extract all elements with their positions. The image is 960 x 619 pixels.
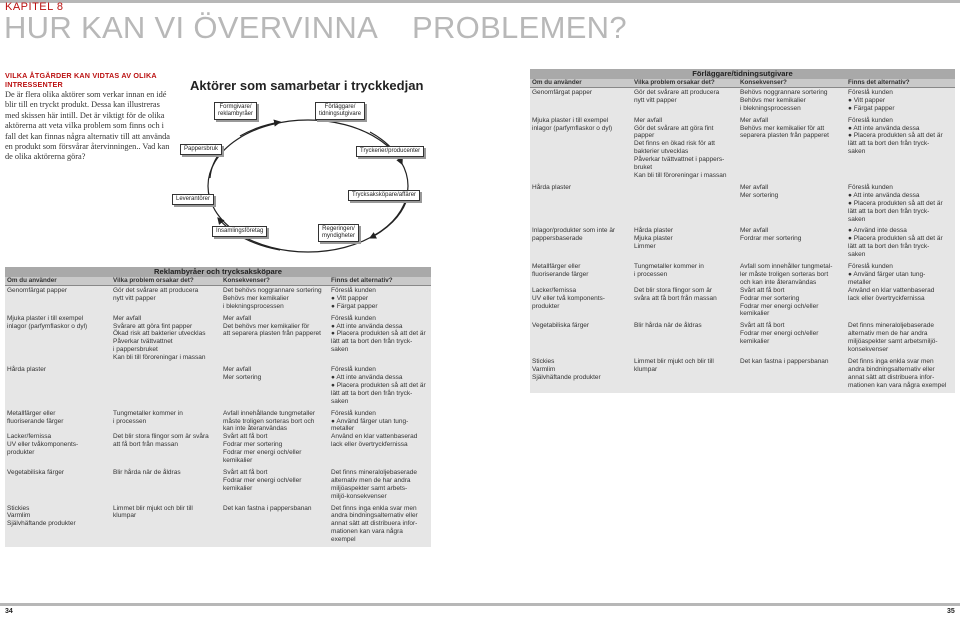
chapter-label: KAPITEL 8 (5, 1, 64, 13)
table-cell: Mjuka plaster i till exempel inlagor (parfymflaskor o dyl) (7, 314, 88, 330)
table-body (530, 87, 955, 392)
column-header: Konsekvenser? (221, 277, 329, 285)
node-trycksakskopare: Trycksaksköpare/affärer (348, 190, 420, 201)
table-cell: Mer avfall Mer sortering (223, 366, 262, 381)
table-cell: Blir hårda när de åldras (634, 322, 702, 330)
table-row (530, 226, 955, 262)
table-cell: Svårt att få bort Fodrar mer energi och/eller kemikalier (223, 468, 302, 492)
table-cell: Genomfärgat papper (7, 286, 67, 294)
table-cell: Stickies Varmlim Självhäftande produkter (7, 504, 76, 528)
page-number-right: 35 (947, 608, 955, 615)
table-cell: Metallfärger eller fluoriserande färger Lacker/fernissa UV eller två komponents- produkter (532, 263, 605, 310)
table-row (530, 357, 955, 393)
table-cell: Mer avfall Gör det svårare att göra fint papper Det finns en ökad risk för att bakterier utvecklas Påverkar tvättvattnet i pappers- bruket Kan bli till föroreningar i massan (634, 116, 727, 179)
table-caption: Reklambyråer och trycksaksköpare (5, 267, 431, 277)
table-cell: Avfall som innehåller tungmetal- ler måste troligen sorteras bort och kan inte återanvändas Svårt att få bort Fodrar mer sortering Fodrar mer energi och/eller kemikalier (740, 263, 833, 318)
table-row (5, 285, 431, 313)
table-reklambyraer (5, 267, 431, 547)
table-cell: Föreslå kunden ● Använd färger utan tung- metaller Använd en klar vattenbaserad lack eller övertryckfernissa (331, 409, 418, 449)
table-cell: Det finns inga enkla svar men andra bindningsalternativ eller annat sätt att distribuera infor- mationen kan vara några exempel (848, 358, 947, 389)
table-body (5, 285, 431, 547)
table-cell: Mer avfall Svårare att göra fint papper Ökad risk att bakterier utvecklas Påverkar tvättvattnet i pappersbruket Kan bli till föroreningar i massan (113, 314, 206, 362)
table-row (5, 468, 431, 504)
node-leverantorer: Leverantörer (172, 194, 214, 205)
table-row (5, 409, 431, 468)
node-formgivare: Formgivare/ reklambyråer (214, 102, 257, 120)
table-row (530, 116, 955, 183)
node-tryckerier: Tryckerier/producenter (356, 146, 424, 157)
top-band (0, 0, 960, 3)
table-cell: Det finns mineraloljebaserade alternativ men de har andra miljöaspekter samt arbetsmiljö- konsekvenser (848, 322, 938, 354)
bottom-band (0, 603, 960, 606)
table-cell: Föreslå kunden ● Använd färger utan tung- metaller Använd en klar vattenbaserad lack eller övertryckfernissa (848, 263, 935, 302)
node-regeringen: Regeringen/ myndigheter (318, 224, 359, 242)
table-cell: Blir hårda när de åldras (113, 468, 181, 476)
table-row (530, 321, 955, 357)
table-cell: Föreslå kunden ● Att inte använda dessa ● Placera produkten så att det är lätt att ta bort den från tryck- saken (848, 183, 943, 223)
table-cell: Tungmetaller kommer in i processen Det blir stora flingor som är svåra att få bort från massan (634, 263, 717, 302)
table-cell: Mjuka plaster i till exempel inlagor (parfymflaskor o dyl) (532, 116, 613, 132)
table-cell (632, 183, 738, 227)
table-cell: Det kan fastna i pappersbanan (740, 358, 829, 365)
actor-diagram (170, 78, 440, 268)
node-insamlingsforetag: Insamlingsföretag (212, 226, 267, 237)
cycle-arrow (370, 202, 406, 238)
table-cell: Inlagor/produkter som inte är pappersbaserade (532, 227, 616, 243)
column-header: Vilka problem orsakar det? (111, 277, 221, 285)
table-row (5, 314, 431, 365)
table-cell: Tungmetaller kommer in i processen Det blir stora flingor som är svåra att få bort från massan (113, 409, 209, 449)
column-header: Konsekvenser? (738, 79, 846, 87)
column-header: Finns det alternativ? (329, 277, 431, 285)
table-cell: Föreslå kunden ● Att inte använda dessa ● Placera produkten så att det är lätt att ta bort den från tryck- saken (331, 366, 426, 405)
table-cell: Hårda plaster Mjuka plaster Limmer (634, 227, 674, 251)
table-row (530, 262, 955, 321)
table-row (530, 87, 955, 115)
table-row (530, 183, 955, 227)
table-row (5, 504, 431, 548)
node-forlaggare: Förläggare/ tidningsutgivare (315, 102, 365, 120)
table-cell: Vegetabiliska färger (7, 468, 65, 476)
table-cell: Mer avfall Mer sortering (740, 183, 779, 199)
table-cell: Hårda plaster (532, 183, 572, 191)
table-cell: Föreslå kunden ● Vitt papper ● Färgat papper (848, 88, 895, 112)
table-cell: ● Använd inte dessa ● Placera produkten så att det är lätt att ta bort den från tryck- saken (848, 227, 943, 259)
table-cell: Avfall innehållande tungmetaller måste troligen sorteras bort och kan inte återanvändas Svårt att få bort Fodrar mer sortering Fodrar mer energi och/eller kemikalier (223, 409, 316, 465)
table-cell: Föreslå kunden ● Vitt papper ● Färgat papper (331, 286, 378, 310)
table-cell: Föreslå kunden ● Att inte använda dessa ● Placera produkten så att det är lätt att ta bort den från tryck- saken (331, 314, 426, 354)
diagram-cycle-arrows (170, 78, 440, 268)
table-cell: Det finns inga enkla svar men andra bindningsalternativ eller annat sätt att distribuera infor- mationen kan vara några exempel (331, 504, 418, 544)
page-title: HUR KAN VI ÖVERVINNA PROBLEMEN? (4, 10, 627, 45)
table-cell: Metallfärger eller fluoriserande färger Lacker/fernissa UV eller tvåkomponents- produkter (7, 409, 79, 457)
table-caption: Förläggare/tidningsutgivare (530, 69, 955, 79)
table-forlaggare (530, 69, 955, 393)
table-row (5, 365, 431, 409)
table-cell (111, 365, 221, 409)
intro-body: De är flera olika aktörer som verkar innan en idé blir till en tryckt produkt. Dessa kan illustreras med skissen här intill. Det är viktigt för de olika aktörerna att veta vilka problem som finns och i fall det kan finnas några alternativ till att använda en produkt som försvårar återvinningen.. Vad kan de olika aktörerna göra? (5, 90, 170, 162)
column-header: Om du använder (530, 79, 632, 87)
table-cell: Behövs noggrannare sortering Behövs mer kemikalier i blekningsprocessen (740, 88, 828, 112)
node-pappersbruk: Pappersbruk (180, 144, 222, 155)
table-cell: Föreslå kunden ● Att inte använda dessa ● Placera produkten så att det är lätt att ta bort den från tryck- saken (848, 116, 943, 156)
table-cell: Vegetabiliska färger (532, 322, 590, 330)
table-cell: Det behövs noggrannare sortering Behövs mer kemikalier i blekningsprocessen (223, 286, 322, 310)
column-header: Vilka problem orsakar det? (632, 79, 738, 87)
table-cell: Det finns mineraloljebaserade alternativ men de har andra miljöaspekter samt arbets- miljö-konsekvenser (331, 468, 417, 500)
data-table (530, 79, 955, 393)
table-cell: Limmet blir mjukt och blir till klumpar (634, 358, 714, 373)
table-cell: Det kan fastna i pappersbanan (223, 504, 312, 512)
intro-heading: VILKA ÅTGÄRDER KAN VIDTAS AV OLIKA INTRESSENTER (5, 71, 157, 89)
diagram-title: Aktörer som samarbetar i tryckkedjan (190, 78, 424, 93)
column-header: Om du använder (5, 277, 111, 285)
page-number-left: 34 (5, 608, 13, 615)
table-cell: Hårda plaster (7, 366, 47, 374)
table-cell: Mer avfall Fordrar mer sortering (740, 227, 802, 243)
column-header: Finns det alternativ? (846, 79, 955, 87)
table-cell: Mer avfall Behövs mer kemikalier för att separera plasten från papperet (740, 116, 829, 140)
table-cell: Gör det svårare att producera nytt vitt papper (634, 88, 720, 104)
table-cell: Gör det svårare att producera nytt vitt papper (113, 286, 199, 302)
table-cell: Limmet blir mjukt och blir till klumpar (113, 504, 193, 520)
table-cell: Stickies Varmlim Självhäftande produkter (532, 358, 601, 381)
table-cell: Mer avfall Det behövs mer kemikalier för att separera plasten från papperet (223, 314, 321, 338)
table-cell: Svårt att få bort Fodrar mer energi och/eller kemikalier (740, 322, 819, 346)
data-table (5, 277, 431, 547)
table-cell: Genomfärgat papper (532, 88, 592, 96)
intro-section (5, 72, 175, 163)
